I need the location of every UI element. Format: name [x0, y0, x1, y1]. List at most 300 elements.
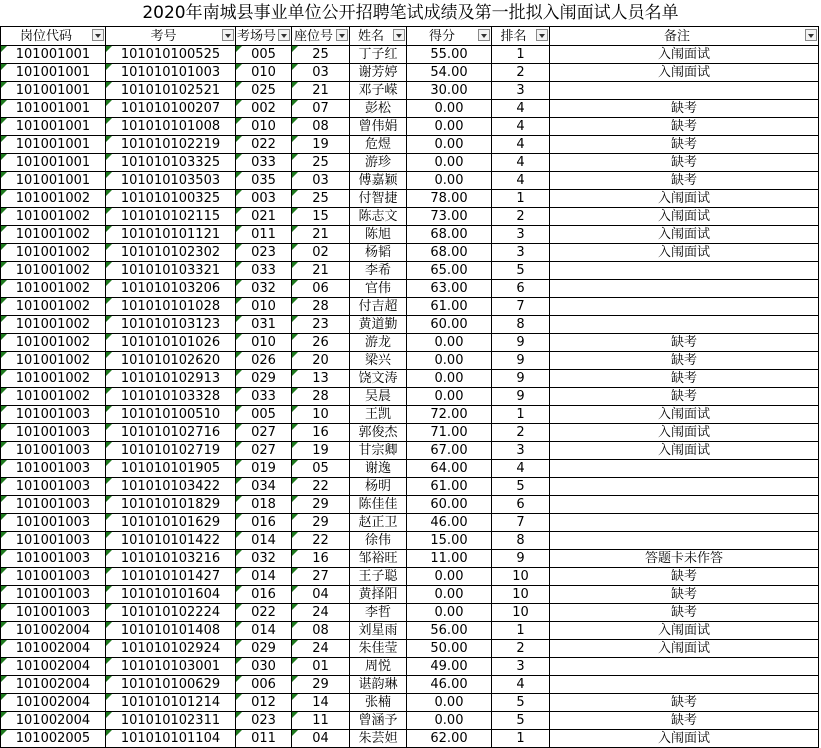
score-cell[interactable]: 0.00: [407, 388, 492, 406]
remarks-cell[interactable]: 入闱面试: [550, 46, 819, 64]
exam-number-cell[interactable]: 101010103503: [106, 172, 236, 190]
rank-cell[interactable]: 4: [492, 118, 550, 136]
exam-number-cell[interactable]: 101010103321: [106, 262, 236, 280]
score-cell[interactable]: 0.00: [407, 118, 492, 136]
remarks-cell[interactable]: 入闱面试: [550, 406, 819, 424]
exam-room-cell[interactable]: 025: [236, 82, 292, 100]
table-row[interactable]: [1, 172, 819, 190]
exam-room-cell[interactable]: 012: [236, 694, 292, 712]
exam-room-cell[interactable]: 018: [236, 496, 292, 514]
seat-number-cell[interactable]: 13: [292, 370, 350, 388]
table-row[interactable]: [1, 496, 819, 514]
remarks-cell[interactable]: 缺考: [550, 604, 819, 622]
score-cell[interactable]: 0.00: [407, 694, 492, 712]
name-cell[interactable]: 吴晨: [350, 388, 407, 406]
score-cell[interactable]: 11.00: [407, 550, 492, 568]
name-cell[interactable]: 彭松: [350, 100, 407, 118]
name-cell[interactable]: 傅嘉颖: [350, 172, 407, 190]
remarks-cell[interactable]: 入闱面试: [550, 190, 819, 208]
position-code-cell[interactable]: 101001002: [1, 226, 106, 244]
rank-cell[interactable]: 6: [492, 496, 550, 514]
exam-number-cell[interactable]: 101010101121: [106, 226, 236, 244]
rank-cell[interactable]: 3: [492, 82, 550, 100]
exam-number-cell[interactable]: 101010102115: [106, 208, 236, 226]
remarks-cell[interactable]: [550, 316, 819, 334]
table-row[interactable]: [1, 334, 819, 352]
name-cell[interactable]: 黄道勤: [350, 316, 407, 334]
seat-number-cell[interactable]: 28: [292, 388, 350, 406]
score-cell[interactable]: 55.00: [407, 46, 492, 64]
exam-room-cell[interactable]: 023: [236, 712, 292, 730]
name-cell[interactable]: 杨韬: [350, 244, 407, 262]
seat-number-cell[interactable]: 16: [292, 424, 350, 442]
remarks-cell[interactable]: 入闱面试: [550, 208, 819, 226]
table-row[interactable]: [1, 712, 819, 730]
position-code-cell[interactable]: 101001002: [1, 370, 106, 388]
exam-number-cell[interactable]: 101010102719: [106, 442, 236, 460]
remarks-cell[interactable]: 入闱面试: [550, 442, 819, 460]
name-cell[interactable]: 王子聪: [350, 568, 407, 586]
name-cell[interactable]: 饶文涛: [350, 370, 407, 388]
position-code-cell[interactable]: 101001002: [1, 280, 106, 298]
score-cell[interactable]: 60.00: [407, 496, 492, 514]
exam-room-cell[interactable]: 022: [236, 604, 292, 622]
score-cell[interactable]: 30.00: [407, 82, 492, 100]
exam-number-cell[interactable]: 101010103422: [106, 478, 236, 496]
position-code-cell[interactable]: 101001001: [1, 154, 106, 172]
name-cell[interactable]: 周悦: [350, 658, 407, 676]
name-cell[interactable]: 李哲: [350, 604, 407, 622]
seat-number-cell[interactable]: 22: [292, 532, 350, 550]
name-cell[interactable]: 赵正卫: [350, 514, 407, 532]
name-cell[interactable]: 徐伟: [350, 532, 407, 550]
remarks-cell[interactable]: 入闱面试: [550, 622, 819, 640]
seat-number-cell[interactable]: 29: [292, 514, 350, 532]
name-cell[interactable]: 梁兴: [350, 352, 407, 370]
rank-cell[interactable]: 4: [492, 154, 550, 172]
table-row[interactable]: [1, 694, 819, 712]
rank-cell[interactable]: 5: [492, 478, 550, 496]
rank-cell[interactable]: 9: [492, 370, 550, 388]
name-cell[interactable]: 曾伟娟: [350, 118, 407, 136]
remarks-cell[interactable]: [550, 280, 819, 298]
name-cell[interactable]: 曾涵予: [350, 712, 407, 730]
table-row[interactable]: [1, 46, 819, 64]
exam-number-cell[interactable]: 101010101422: [106, 532, 236, 550]
name-cell[interactable]: 王凯: [350, 406, 407, 424]
rank-cell[interactable]: 3: [492, 442, 550, 460]
exam-number-cell[interactable]: 101010100207: [106, 100, 236, 118]
score-cell[interactable]: 72.00: [407, 406, 492, 424]
score-cell[interactable]: 61.00: [407, 478, 492, 496]
score-cell[interactable]: 0.00: [407, 568, 492, 586]
name-cell[interactable]: 邹裕旺: [350, 550, 407, 568]
seat-number-cell[interactable]: 24: [292, 604, 350, 622]
remarks-cell[interactable]: [550, 460, 819, 478]
remarks-cell[interactable]: 入闱面试: [550, 226, 819, 244]
table-row[interactable]: [1, 478, 819, 496]
table-row[interactable]: [1, 262, 819, 280]
remarks-cell[interactable]: 缺考: [550, 370, 819, 388]
rank-cell[interactable]: 1: [492, 46, 550, 64]
seat-number-cell[interactable]: 06: [292, 280, 350, 298]
exam-room-cell[interactable]: 014: [236, 532, 292, 550]
exam-number-cell[interactable]: 101010102913: [106, 370, 236, 388]
table-row[interactable]: [1, 460, 819, 478]
rank-cell[interactable]: 4: [492, 676, 550, 694]
table-row[interactable]: [1, 100, 819, 118]
table-row[interactable]: [1, 82, 819, 100]
table-row[interactable]: [1, 298, 819, 316]
remarks-cell[interactable]: 缺考: [550, 334, 819, 352]
position-code-cell[interactable]: 101001003: [1, 496, 106, 514]
exam-number-cell[interactable]: 101010101028: [106, 298, 236, 316]
position-code-cell[interactable]: 101001002: [1, 190, 106, 208]
position-code-cell[interactable]: 101001003: [1, 460, 106, 478]
table-row[interactable]: [1, 604, 819, 622]
exam-number-cell[interactable]: 101010103325: [106, 154, 236, 172]
exam-number-cell[interactable]: 101010101104: [106, 730, 236, 748]
rank-cell[interactable]: 9: [492, 352, 550, 370]
score-cell[interactable]: 0.00: [407, 136, 492, 154]
remarks-cell[interactable]: 缺考: [550, 568, 819, 586]
exam-room-cell[interactable]: 026: [236, 352, 292, 370]
seat-number-cell[interactable]: 28: [292, 298, 350, 316]
position-code-cell[interactable]: 101001001: [1, 82, 106, 100]
exam-number-cell[interactable]: 101010102620: [106, 352, 236, 370]
name-cell[interactable]: 杨明: [350, 478, 407, 496]
remarks-cell[interactable]: 缺考: [550, 712, 819, 730]
exam-number-cell[interactable]: 101010100525: [106, 46, 236, 64]
rank-cell[interactable]: 1: [492, 622, 550, 640]
exam-room-cell[interactable]: 010: [236, 298, 292, 316]
seat-number-cell[interactable]: 21: [292, 262, 350, 280]
exam-number-cell[interactable]: 101010101026: [106, 334, 236, 352]
filter-dropdown-icon[interactable]: [393, 29, 405, 41]
position-code-cell[interactable]: 101002004: [1, 712, 106, 730]
table-row[interactable]: [1, 352, 819, 370]
rank-cell[interactable]: 9: [492, 388, 550, 406]
position-code-cell[interactable]: 101001003: [1, 424, 106, 442]
rank-cell[interactable]: 5: [492, 712, 550, 730]
exam-number-cell[interactable]: 101010101829: [106, 496, 236, 514]
exam-number-cell[interactable]: 101010102311: [106, 712, 236, 730]
position-code-cell[interactable]: 101001001: [1, 100, 106, 118]
table-row[interactable]: [1, 316, 819, 334]
score-cell[interactable]: 71.00: [407, 424, 492, 442]
seat-number-cell[interactable]: 11: [292, 712, 350, 730]
rank-cell[interactable]: 5: [492, 694, 550, 712]
seat-number-cell[interactable]: 04: [292, 730, 350, 748]
score-cell[interactable]: 73.00: [407, 208, 492, 226]
table-row[interactable]: [1, 532, 819, 550]
table-row[interactable]: [1, 658, 819, 676]
exam-number-cell[interactable]: 101010103216: [106, 550, 236, 568]
table-row[interactable]: [1, 154, 819, 172]
table-row[interactable]: [1, 622, 819, 640]
rank-cell[interactable]: 4: [492, 460, 550, 478]
remarks-cell[interactable]: [550, 514, 819, 532]
seat-number-cell[interactable]: 19: [292, 136, 350, 154]
table-row[interactable]: [1, 514, 819, 532]
exam-room-cell[interactable]: 002: [236, 100, 292, 118]
exam-room-cell[interactable]: 032: [236, 550, 292, 568]
name-cell[interactable]: 郭俊杰: [350, 424, 407, 442]
position-code-cell[interactable]: 101001001: [1, 118, 106, 136]
score-cell[interactable]: 0.00: [407, 100, 492, 118]
exam-number-cell[interactable]: 101010101003: [106, 64, 236, 82]
seat-number-cell[interactable]: 21: [292, 226, 350, 244]
table-row[interactable]: [1, 730, 819, 748]
remarks-cell[interactable]: 缺考: [550, 352, 819, 370]
rank-cell[interactable]: 7: [492, 298, 550, 316]
filter-dropdown-icon[interactable]: [536, 29, 548, 41]
remarks-cell[interactable]: 缺考: [550, 154, 819, 172]
exam-room-cell[interactable]: 006: [236, 676, 292, 694]
filter-dropdown-icon[interactable]: [92, 29, 104, 41]
remarks-cell[interactable]: 入闱面试: [550, 244, 819, 262]
exam-room-cell[interactable]: 016: [236, 514, 292, 532]
exam-room-cell[interactable]: 035: [236, 172, 292, 190]
table-row[interactable]: [1, 190, 819, 208]
seat-number-cell[interactable]: 25: [292, 46, 350, 64]
table-row[interactable]: [1, 226, 819, 244]
seat-number-cell[interactable]: 08: [292, 622, 350, 640]
remarks-cell[interactable]: 入闱面试: [550, 640, 819, 658]
seat-number-cell[interactable]: 10: [292, 406, 350, 424]
remarks-cell[interactable]: 缺考: [550, 388, 819, 406]
table-row[interactable]: [1, 118, 819, 136]
exam-room-cell[interactable]: 027: [236, 442, 292, 460]
name-cell[interactable]: 游龙: [350, 334, 407, 352]
table-row[interactable]: [1, 64, 819, 82]
rank-cell[interactable]: 7: [492, 514, 550, 532]
table-row[interactable]: [1, 370, 819, 388]
exam-room-cell[interactable]: 003: [236, 190, 292, 208]
score-cell[interactable]: 64.00: [407, 460, 492, 478]
exam-room-cell[interactable]: 030: [236, 658, 292, 676]
table-row[interactable]: [1, 640, 819, 658]
seat-number-cell[interactable]: 23: [292, 316, 350, 334]
remarks-cell[interactable]: 缺考: [550, 172, 819, 190]
seat-number-cell[interactable]: 29: [292, 496, 350, 514]
score-cell[interactable]: 65.00: [407, 262, 492, 280]
rank-cell[interactable]: 3: [492, 244, 550, 262]
exam-room-cell[interactable]: 029: [236, 370, 292, 388]
table-row[interactable]: [1, 136, 819, 154]
seat-number-cell[interactable]: 01: [292, 658, 350, 676]
score-cell[interactable]: 0.00: [407, 586, 492, 604]
rank-cell[interactable]: 10: [492, 586, 550, 604]
exam-number-cell[interactable]: 101010101629: [106, 514, 236, 532]
remarks-cell[interactable]: 缺考: [550, 100, 819, 118]
exam-room-cell[interactable]: 027: [236, 424, 292, 442]
exam-number-cell[interactable]: 101010101408: [106, 622, 236, 640]
name-cell[interactable]: 谢逸: [350, 460, 407, 478]
remarks-cell[interactable]: 答题卡未作答: [550, 550, 819, 568]
exam-number-cell[interactable]: 101010102302: [106, 244, 236, 262]
position-code-cell[interactable]: 101001001: [1, 46, 106, 64]
exam-room-cell[interactable]: 033: [236, 262, 292, 280]
exam-room-cell[interactable]: 019: [236, 460, 292, 478]
name-cell[interactable]: 陈志文: [350, 208, 407, 226]
position-code-cell[interactable]: 101002004: [1, 622, 106, 640]
name-cell[interactable]: 付智捷: [350, 190, 407, 208]
name-cell[interactable]: 邓子嵘: [350, 82, 407, 100]
exam-number-cell[interactable]: 101010103001: [106, 658, 236, 676]
position-code-cell[interactable]: 101001001: [1, 172, 106, 190]
rank-cell[interactable]: 4: [492, 100, 550, 118]
name-cell[interactable]: 张楠: [350, 694, 407, 712]
seat-number-cell[interactable]: 15: [292, 208, 350, 226]
filter-dropdown-icon[interactable]: [805, 29, 817, 41]
exam-room-cell[interactable]: 010: [236, 118, 292, 136]
seat-number-cell[interactable]: 25: [292, 190, 350, 208]
name-cell[interactable]: 朱佳莹: [350, 640, 407, 658]
filter-dropdown-icon[interactable]: [222, 29, 234, 41]
seat-number-cell[interactable]: 05: [292, 460, 350, 478]
seat-number-cell[interactable]: 24: [292, 640, 350, 658]
seat-number-cell[interactable]: 19: [292, 442, 350, 460]
seat-number-cell[interactable]: 26: [292, 334, 350, 352]
exam-room-cell[interactable]: 022: [236, 136, 292, 154]
rank-cell[interactable]: 1: [492, 406, 550, 424]
position-code-cell[interactable]: 101001003: [1, 406, 106, 424]
table-row[interactable]: [1, 676, 819, 694]
score-cell[interactable]: 54.00: [407, 64, 492, 82]
score-cell[interactable]: 61.00: [407, 298, 492, 316]
rank-cell[interactable]: 4: [492, 136, 550, 154]
remarks-cell[interactable]: [550, 82, 819, 100]
name-cell[interactable]: 丁子红: [350, 46, 407, 64]
exam-number-cell[interactable]: 101010100510: [106, 406, 236, 424]
name-cell[interactable]: 危煜: [350, 136, 407, 154]
seat-number-cell[interactable]: 08: [292, 118, 350, 136]
name-cell[interactable]: 游珍: [350, 154, 407, 172]
exam-room-cell[interactable]: 005: [236, 406, 292, 424]
position-code-cell[interactable]: 101001002: [1, 352, 106, 370]
table-row[interactable]: [1, 568, 819, 586]
exam-room-cell[interactable]: 029: [236, 640, 292, 658]
score-cell[interactable]: 46.00: [407, 676, 492, 694]
position-code-cell[interactable]: 101001003: [1, 514, 106, 532]
table-row[interactable]: [1, 586, 819, 604]
position-code-cell[interactable]: 101001003: [1, 478, 106, 496]
exam-room-cell[interactable]: 010: [236, 334, 292, 352]
score-cell[interactable]: 0.00: [407, 154, 492, 172]
remarks-cell[interactable]: [550, 262, 819, 280]
remarks-cell[interactable]: 入闱面试: [550, 64, 819, 82]
name-cell[interactable]: 刘星雨: [350, 622, 407, 640]
position-code-cell[interactable]: 101002004: [1, 694, 106, 712]
table-row[interactable]: [1, 388, 819, 406]
exam-room-cell[interactable]: 011: [236, 730, 292, 748]
name-cell[interactable]: 陈旭: [350, 226, 407, 244]
rank-cell[interactable]: 10: [492, 604, 550, 622]
rank-cell[interactable]: 4: [492, 172, 550, 190]
table-row[interactable]: [1, 424, 819, 442]
position-code-cell[interactable]: 101001003: [1, 604, 106, 622]
seat-number-cell[interactable]: 03: [292, 172, 350, 190]
score-cell[interactable]: 50.00: [407, 640, 492, 658]
exam-number-cell[interactable]: 101010100629: [106, 676, 236, 694]
filter-dropdown-icon[interactable]: [478, 29, 490, 41]
remarks-cell[interactable]: [550, 298, 819, 316]
score-cell[interactable]: 0.00: [407, 712, 492, 730]
exam-room-cell[interactable]: 032: [236, 280, 292, 298]
seat-number-cell[interactable]: 16: [292, 550, 350, 568]
exam-number-cell[interactable]: 101010102924: [106, 640, 236, 658]
exam-number-cell[interactable]: 101010103328: [106, 388, 236, 406]
seat-number-cell[interactable]: 21: [292, 82, 350, 100]
position-code-cell[interactable]: 101001002: [1, 208, 106, 226]
score-cell[interactable]: 78.00: [407, 190, 492, 208]
exam-room-cell[interactable]: 011: [236, 226, 292, 244]
rank-cell[interactable]: 9: [492, 550, 550, 568]
exam-room-cell[interactable]: 023: [236, 244, 292, 262]
seat-number-cell[interactable]: 04: [292, 586, 350, 604]
filter-dropdown-icon[interactable]: [278, 29, 290, 41]
position-code-cell[interactable]: 101001003: [1, 568, 106, 586]
score-cell[interactable]: 0.00: [407, 172, 492, 190]
exam-room-cell[interactable]: 034: [236, 478, 292, 496]
position-code-cell[interactable]: 101002004: [1, 676, 106, 694]
exam-room-cell[interactable]: 010: [236, 64, 292, 82]
position-code-cell[interactable]: 101002005: [1, 730, 106, 748]
table-row[interactable]: [1, 208, 819, 226]
seat-number-cell[interactable]: 25: [292, 154, 350, 172]
name-cell[interactable]: 黄择阳: [350, 586, 407, 604]
remarks-cell[interactable]: 缺考: [550, 136, 819, 154]
exam-number-cell[interactable]: 101010103206: [106, 280, 236, 298]
seat-number-cell[interactable]: 14: [292, 694, 350, 712]
position-code-cell[interactable]: 101001002: [1, 244, 106, 262]
exam-room-cell[interactable]: 005: [236, 46, 292, 64]
table-row[interactable]: [1, 406, 819, 424]
rank-cell[interactable]: 2: [492, 640, 550, 658]
score-cell[interactable]: 63.00: [407, 280, 492, 298]
position-code-cell[interactable]: 101002004: [1, 640, 106, 658]
seat-number-cell[interactable]: 20: [292, 352, 350, 370]
position-code-cell[interactable]: 101001003: [1, 532, 106, 550]
filter-dropdown-icon[interactable]: [336, 29, 348, 41]
score-cell[interactable]: 60.00: [407, 316, 492, 334]
score-cell[interactable]: 0.00: [407, 352, 492, 370]
exam-room-cell[interactable]: 014: [236, 568, 292, 586]
position-code-cell[interactable]: 101001003: [1, 586, 106, 604]
seat-number-cell[interactable]: 03: [292, 64, 350, 82]
score-cell[interactable]: 15.00: [407, 532, 492, 550]
exam-room-cell[interactable]: 033: [236, 388, 292, 406]
exam-number-cell[interactable]: 101010102219: [106, 136, 236, 154]
remarks-cell[interactable]: [550, 496, 819, 514]
score-cell[interactable]: 62.00: [407, 730, 492, 748]
name-cell[interactable]: 甘宗卿: [350, 442, 407, 460]
rank-cell[interactable]: 6: [492, 280, 550, 298]
name-cell[interactable]: 李希: [350, 262, 407, 280]
table-row[interactable]: [1, 442, 819, 460]
name-cell[interactable]: 朱芸妲: [350, 730, 407, 748]
score-cell[interactable]: 0.00: [407, 334, 492, 352]
name-cell[interactable]: 谢芳婷: [350, 64, 407, 82]
table-row[interactable]: [1, 550, 819, 568]
table-row[interactable]: [1, 244, 819, 262]
exam-number-cell[interactable]: 101010101427: [106, 568, 236, 586]
position-code-cell[interactable]: 101001002: [1, 334, 106, 352]
remarks-cell[interactable]: [550, 658, 819, 676]
exam-number-cell[interactable]: 101010102521: [106, 82, 236, 100]
score-cell[interactable]: 49.00: [407, 658, 492, 676]
